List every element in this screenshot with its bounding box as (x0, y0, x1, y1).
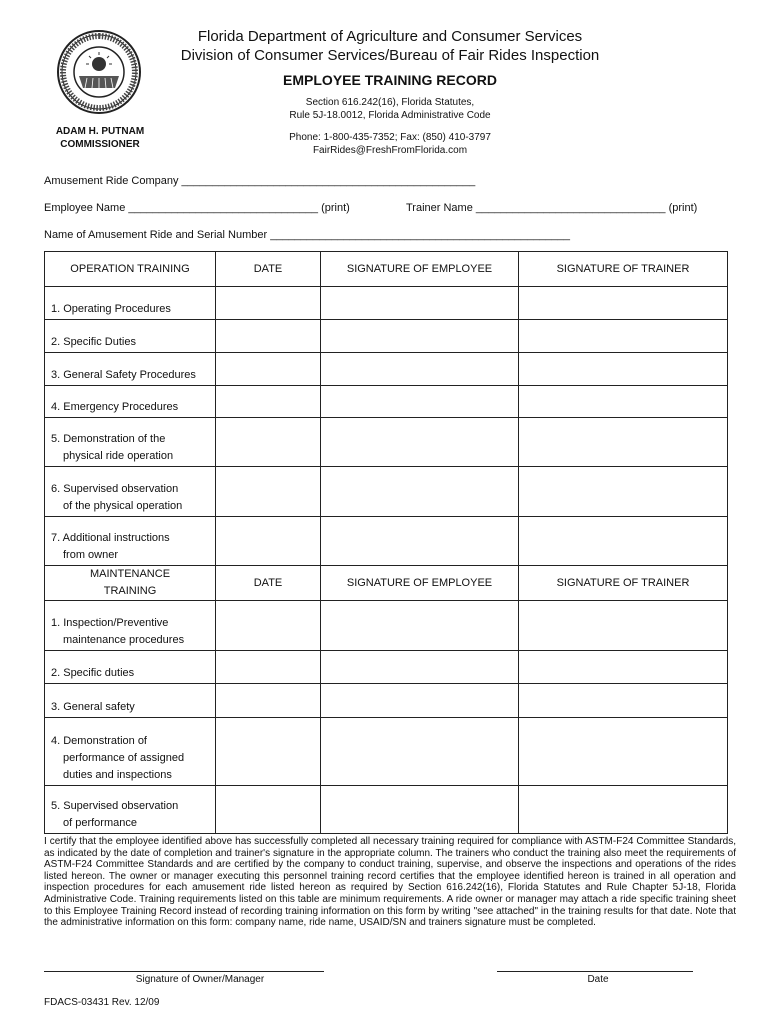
table-row (45, 353, 728, 386)
commissioner-title: COMMISSIONER (60, 139, 140, 150)
table-row (45, 786, 728, 834)
employee-signature-cell[interactable] (321, 517, 519, 566)
statute-line-1: Section 616.242(16), Florida Statutes, (305, 97, 475, 108)
trainer-signature-cell[interactable] (519, 418, 728, 467)
operation-item-label: 3. General Safety Procedures (45, 353, 216, 386)
maintenance-item-label: 5. Supervised observation of performance (45, 786, 216, 834)
date-cell[interactable] (216, 517, 321, 566)
contact-info (150, 132, 630, 157)
operation-training-heading: OPERATION TRAINING (45, 252, 216, 287)
trainer-signature-cell[interactable] (519, 786, 728, 834)
company-field[interactable]: Amusement Ride Company ________________________________________________ (44, 175, 476, 187)
employee-signature-heading: SIGNATURE OF EMPLOYEE (321, 566, 519, 601)
form-title: EMPLOYEE TRAINING RECORD (283, 72, 497, 88)
trainer-signature-cell[interactable] (519, 353, 728, 386)
ride-serial-field[interactable]: Name of Amusement Ride and Serial Number _________________________________________________ (44, 229, 570, 241)
operation-item-label: 7. Additional instructions from owner (45, 517, 216, 566)
date-cell[interactable] (216, 353, 321, 386)
table-row (45, 651, 728, 684)
employee-signature-cell[interactable] (321, 601, 519, 651)
operation-item-label: 5. Demonstration of the physical ride operation (45, 418, 216, 467)
date-cell[interactable] (216, 467, 321, 517)
maintenance-item-label: 1. Inspection/Preventive maintenance procedures (45, 601, 216, 651)
trainer-signature-heading: SIGNATURE OF TRAINER (519, 566, 728, 601)
employee-name-field[interactable]: Employee Name _______________________________ (print) (44, 202, 350, 214)
date-cell[interactable] (216, 786, 321, 834)
date-column-heading: DATE (216, 252, 321, 287)
employee-signature-cell[interactable] (321, 287, 519, 320)
phone-fax: Phone: 1-800-435-7352; Fax: (850) 410-3797 (289, 132, 491, 143)
trainer-signature-cell[interactable] (519, 601, 728, 651)
employee-signature-cell[interactable] (321, 353, 519, 386)
date-cell[interactable] (216, 601, 321, 651)
maintenance-item-label: 4. Demonstration of performance of assigned duties and inspections (45, 718, 216, 786)
division-name: Division of Consumer Services/Bureau of Fair Rides Inspection (180, 47, 600, 64)
employee-signature-cell[interactable] (321, 786, 519, 834)
table-row (45, 517, 728, 566)
operation-header-row (45, 252, 728, 287)
employee-signature-cell[interactable] (321, 386, 519, 418)
table-row (45, 418, 728, 467)
trainer-signature-cell[interactable] (519, 517, 728, 566)
employee-signature-cell[interactable] (321, 684, 519, 718)
employee-signature-cell[interactable] (321, 718, 519, 786)
date-cell[interactable] (216, 418, 321, 467)
table-row (45, 601, 728, 651)
form-number: FDACS-03431 Rev. 12/09 (44, 997, 160, 1008)
employee-signature-cell[interactable] (321, 320, 519, 353)
certification-statement: I certify that the employee identified above has successfully completed all necessary training required for compliance with ASTM-F24 Committee Standards, as indicated by the date of completion and trainer's signature in the appropriate column. The trainers who conduct the training also meet the requirements of ASTM-F24 Committee Standards and are certified by the company to conduct training, supervise, and observe the inspections and operations of the rides listed hereon. The owner or manager executing this personnel training record certifies that the employee identified hereon is trained in all operation and inspection procedures for each amusement ride listed hereon as required by Section 616.242(16), Florida Statutes and Rule Chapter 5J-18, Florida Administrative Code. Training requirements listed on this table are minimum requirements. A ride owner or manager may attach a ride specific training sheet to this Employee Training Record instead of recording training information on this form by writing "see attached" in the training results for that date. Note that the administrative information on this form: company name, ride name, USAID/SN and trainers signature must be completed. (44, 836, 736, 929)
date-column-heading: DATE (216, 566, 321, 601)
trainer-signature-cell[interactable] (519, 467, 728, 517)
department-seal (57, 30, 141, 114)
trainer-signature-cell[interactable] (519, 320, 728, 353)
statute-line-2: Rule 5J-18.0012, Florida Administrative Code (289, 109, 491, 121)
training-table (44, 251, 728, 834)
commissioner-name: ADAM H. PUTNAM (55, 126, 145, 137)
trainer-signature-cell[interactable] (519, 718, 728, 786)
maintenance-item-label: 3. General safety (45, 684, 216, 718)
owner-signature-line[interactable] (44, 971, 324, 972)
table-row (45, 684, 728, 718)
trainer-signature-cell[interactable] (519, 386, 728, 418)
table-row (45, 467, 728, 517)
table-row (45, 287, 728, 320)
trainer-signature-cell[interactable] (519, 684, 728, 718)
operation-item-label: 6. Supervised observation of the physical operation (45, 467, 216, 517)
commissioner-block (30, 125, 170, 151)
operation-item-label: 4. Emergency Procedures (45, 386, 216, 418)
date-signature-label: Date (587, 974, 609, 985)
email: FairRides@FreshFromFlorida.com (312, 144, 468, 156)
date-cell[interactable] (216, 287, 321, 320)
table-row (45, 718, 728, 786)
maintenance-training-heading: MAINTENANCE TRAINING (45, 566, 216, 601)
date-cell[interactable] (216, 320, 321, 353)
maintenance-item-label: 2. Specific duties (45, 651, 216, 684)
maintenance-header-row (45, 566, 728, 601)
date-cell[interactable] (216, 651, 321, 684)
employee-signature-cell[interactable] (321, 467, 519, 517)
date-cell[interactable] (216, 386, 321, 418)
employee-signature-heading: SIGNATURE OF EMPLOYEE (321, 252, 519, 287)
employee-signature-cell[interactable] (321, 651, 519, 684)
trainer-signature-heading: SIGNATURE OF TRAINER (519, 252, 728, 287)
department-name: Florida Department of Agriculture and Consumer Services (197, 28, 583, 45)
statute-references (150, 97, 630, 122)
date-cell[interactable] (216, 684, 321, 718)
trainer-name-field[interactable]: Trainer Name _______________________________ (print) (406, 202, 698, 214)
owner-signature-label: Signature of Owner/Manager (135, 974, 265, 985)
trainer-signature-cell[interactable] (519, 287, 728, 320)
agency-header (150, 27, 630, 65)
date-cell[interactable] (216, 718, 321, 786)
table-row (45, 320, 728, 353)
operation-item-label: 1. Operating Procedures (45, 287, 216, 320)
employee-signature-cell[interactable] (321, 418, 519, 467)
date-signature-line[interactable] (497, 971, 693, 972)
operation-item-label: 2. Specific Duties (45, 320, 216, 353)
trainer-signature-cell[interactable] (519, 651, 728, 684)
table-row (45, 386, 728, 418)
